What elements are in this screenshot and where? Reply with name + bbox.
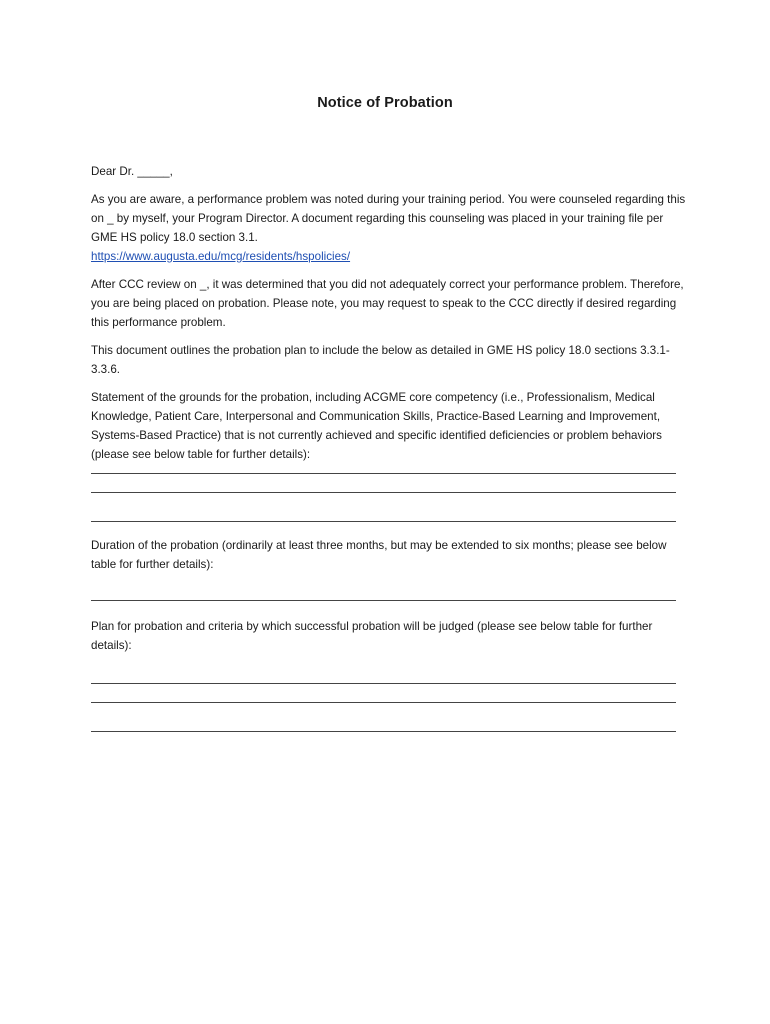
letter-body — [91, 162, 691, 732]
blank-line[interactable] — [91, 521, 676, 522]
blank-line[interactable] — [91, 600, 676, 601]
page-title: Notice of Probation — [317, 95, 453, 111]
blank-line[interactable] — [91, 473, 676, 474]
paragraph-outline: This document outlines the probation plan to include the below as detailed in GME HS policy 18.0 sections 3.3.1-3.3.6. — [91, 344, 670, 376]
paragraph-duration: Duration of the probation (ordinarily at least three months, but may be extended to six months; please see below table for further details): — [91, 539, 667, 571]
duration-blank-lines — [91, 600, 691, 601]
paragraph-grounds: Statement of the grounds for the probation, including ACGME core competency (i.e., Professionalism, Medical Knowledge, Patient Care, Interpersonal and Communication Skills, Practice-Based Learning and Improvement, Systems-Based Practice) that is not currently achieved and specific identified deficiencies or problem behaviors (please see below table for further details): — [91, 391, 662, 461]
paragraph-ccc-review: After CCC review on _, it was determined that you did not adequately correct your performance problem. Therefore, you are being placed on probation. Please note, you may request to speak to the CCC directly if desired regarding this performance problem. — [91, 278, 684, 329]
plan-blank-lines — [91, 683, 691, 732]
blank-line[interactable] — [91, 492, 676, 493]
paragraph-plan: Plan for probation and criteria by which successful probation will be judged (please see below table for further details): — [91, 620, 653, 652]
policy-link[interactable]: https://www.augusta.edu/mcg/residents/hspolicies/ — [91, 250, 351, 263]
blank-line[interactable] — [91, 683, 676, 684]
blank-line[interactable] — [91, 731, 676, 732]
greeting: Dear Dr. _____, — [91, 165, 173, 178]
grounds-blank-lines — [91, 473, 691, 522]
paragraph-counseling: As you are aware, a performance problem was noted during your training period. You were counseled regarding this on _ by myself, your Program Director. A document regarding this counseling was placed in your training file per GME HS policy 18.0 section 3.1. — [91, 193, 686, 244]
policy-link-line — [91, 247, 691, 266]
blank-line[interactable] — [91, 702, 676, 703]
